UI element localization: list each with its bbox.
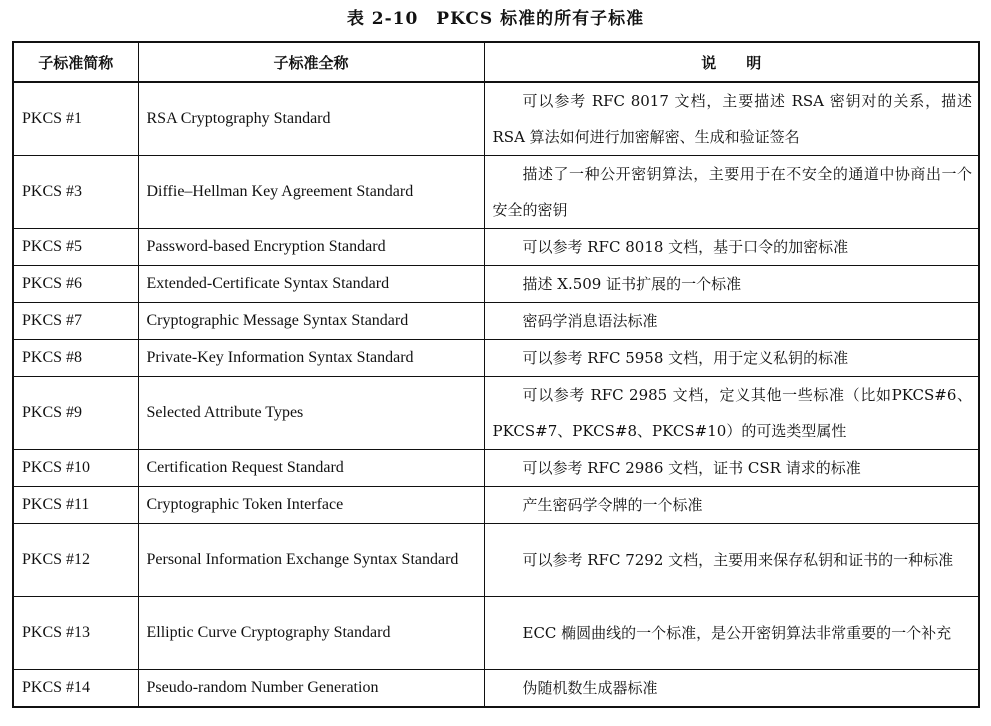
table-row [13,340,979,377]
cell-short-name: PKCS #6 [13,266,138,303]
cell-short-name: PKCS #5 [13,229,138,266]
table-row [13,377,979,450]
cell-short-name: PKCS #3 [13,156,138,229]
table-row [13,524,979,597]
cell-short-name: PKCS #14 [13,670,138,708]
table-row [13,487,979,524]
table-row [13,266,979,303]
header-full-name: 子标准全称 [138,42,484,82]
cell-description: 描述 X.509 证书扩展的一个标准 [484,266,979,303]
cell-description: 可以参考 RFC 2985 文档，定义其他一些标准（比如PKCS#6、PKCS#7、PKCS#8、PKCS#10）的可选类型属性 [484,377,979,450]
table-row [13,597,979,670]
cell-full-name: Password-based Encryption Standard [138,229,484,266]
cell-description: 描述了一种公开密钥算法，主要用于在不安全的通道中协商出一个安全的密钥 [484,156,979,229]
cell-full-name: Certification Request Standard [138,450,484,487]
cell-full-name: Cryptographic Token Interface [138,487,484,524]
cell-full-name: Diffie–Hellman Key Agreement Standard [138,156,484,229]
cell-short-name: PKCS #8 [13,340,138,377]
cell-full-name: Pseudo-random Number Generation [138,670,484,708]
table-row [13,303,979,340]
cell-full-name: Selected Attribute Types [138,377,484,450]
header-description: 说 明 [484,42,979,82]
table-row [13,450,979,487]
cell-description: 可以参考 RFC 8018 文档，基于口令的加密标准 [484,229,979,266]
cell-description: 可以参考 RFC 5958 文档，用于定义私钥的标准 [484,340,979,377]
cell-description: 可以参考 RFC 2986 文档，证书 CSR 请求的标准 [484,450,979,487]
cell-description: 可以参考 RFC 7292 文档，主要用来保存私钥和证书的一种标准 [484,524,979,597]
table-row [13,82,979,156]
table-row [13,156,979,229]
cell-full-name: RSA Cryptography Standard [138,82,484,156]
cell-description: ECC 椭圆曲线的一个标准，是公开密钥算法非常重要的一个补充 [484,597,979,670]
cell-description: 可以参考 RFC 8017 文档，主要描述 RSA 密钥对的关系，描述 RSA 算法如何进行加密解密、生成和验证签名 [484,82,979,156]
table-body [13,82,979,707]
cell-description: 密码学消息语法标准 [484,303,979,340]
cell-full-name: Cryptographic Message Syntax Standard [138,303,484,340]
table-header [13,42,979,82]
cell-short-name: PKCS #9 [13,377,138,450]
header-row [13,42,979,82]
cell-short-name: PKCS #10 [13,450,138,487]
cell-short-name: PKCS #11 [13,487,138,524]
cell-description: 伪随机数生成器标准 [484,670,979,708]
cell-full-name: Private-Key Information Syntax Standard [138,340,484,377]
table-caption: 表 2-10 PKCS 标准的所有子标准 [346,9,645,29]
table-row [13,229,979,266]
cell-short-name: PKCS #7 [13,303,138,340]
pkcs-substandards-table [12,41,980,708]
cell-full-name: Extended-Certificate Syntax Standard [138,266,484,303]
header-short-name: 子标准简称 [13,42,138,82]
cell-full-name: Elliptic Curve Cryptography Standard [138,597,484,670]
cell-short-name: PKCS #12 [13,524,138,597]
cell-full-name: Personal Information Exchange Syntax Standard [138,524,484,597]
cell-short-name: PKCS #13 [13,597,138,670]
cell-description: 产生密码学令牌的一个标准 [484,487,979,524]
table-row [13,670,979,708]
cell-short-name: PKCS #1 [13,82,138,156]
